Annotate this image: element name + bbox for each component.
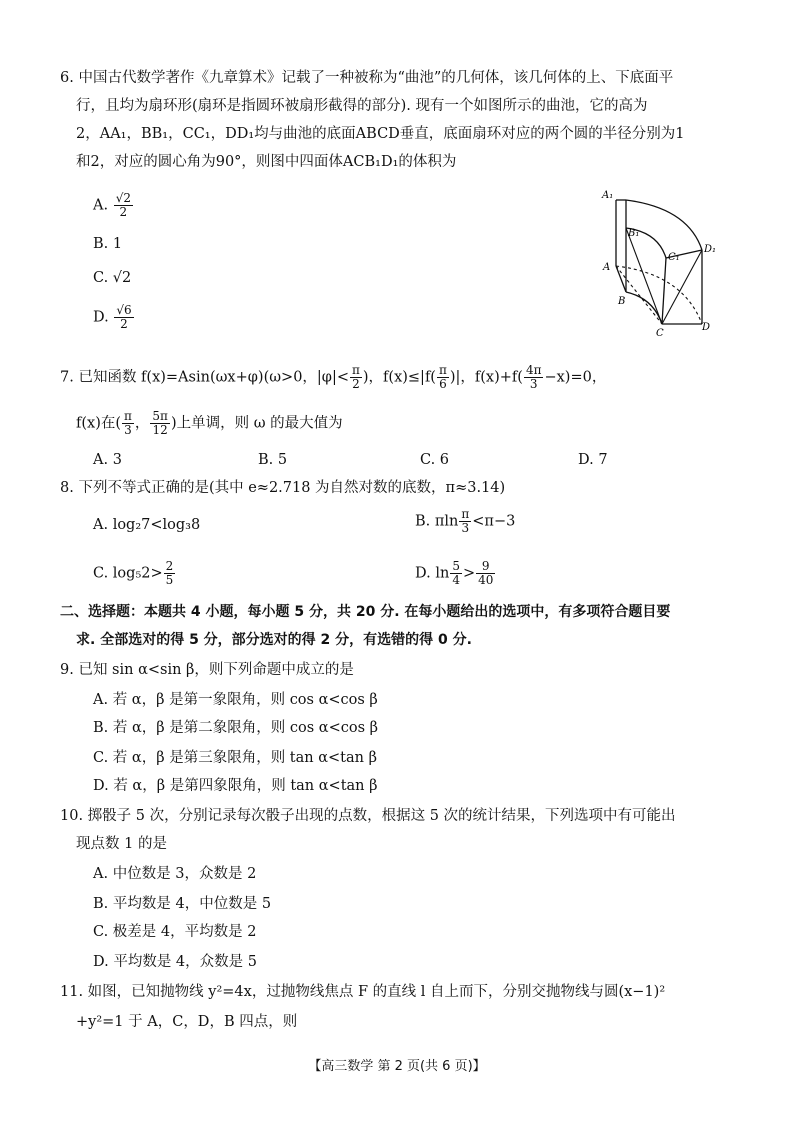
q7-option-a: A. 3: [93, 452, 122, 468]
q10-option-a: A. 中位数是 3，众数是 2: [93, 866, 257, 882]
label-d1: D₁: [704, 244, 717, 255]
q8-option-c: C. log₅2> $\frac{2}{5}$: [93, 559, 174, 587]
q8-option-d: D. ln $\frac{5}{4}$ > $\frac{9}{40}$: [415, 559, 494, 587]
q9-option-a: A. 若 α，β 是第一象限角，则 cos α<cos β: [93, 692, 378, 708]
q6-option-c: C. √2: [93, 270, 132, 286]
label-b: B: [618, 296, 626, 307]
q6-line-2: 行，且均为扇环形(扇环是指圆环被扇形截得的部分). 现有一个如图所示的曲池，它的高为: [76, 98, 648, 114]
q11-line-2: +y²=1 于 A，C，D，B 四点，则: [76, 1014, 298, 1030]
q11-line-1: 11. 如图，已知抛物线 y²=4x，过抛物线焦点 F 的直线 l 自上而下，分别交抛物线与圆(x−1)²: [60, 984, 666, 1000]
q6-line-4: 和2，对应的圆心角为90°，则图中四面体ACB₁D₁的体积为: [76, 154, 457, 170]
q8-option-b: B. πln $\frac{\pi}{3}$ <π−3: [415, 507, 516, 535]
label-a1: A₁: [602, 190, 614, 201]
section-2-heading-line-2: 求. 全部选对的得 5 分，部分选对的得 2 分，有选错的得 0 分.: [76, 632, 472, 648]
page-footer: 【高三数学 第 2 页(共 6 页)】: [308, 1059, 486, 1074]
q6-line-1: 6. 中国古代数学著作《九章算术》记载了一种被称为“曲池”的几何体，该几何体的上、下底面平: [60, 70, 674, 86]
label-c: C: [656, 328, 664, 338]
q7-option-d: D. 7: [578, 452, 608, 468]
q10-option-d: D. 平均数是 4，众数是 5: [93, 954, 257, 970]
label-b1: B₁: [628, 228, 640, 239]
label-a: A: [603, 262, 611, 273]
q7-option-b: B. 5: [258, 452, 288, 468]
q6-option-b: B. 1: [93, 236, 123, 252]
label-d: D: [702, 322, 711, 333]
q7-line-1: 7. 已知函数 f(x)=Asin(ωx+φ)(ω>0，|φ|< $\frac{\pi}{2}$ )，f(x)≤|f( $\frac{\pi}{6}$ )|，f(x)+f( $\frac{4\pi}{3}$ −x)=0，: [60, 363, 607, 391]
q8-option-a: A. log₂7<log₃8: [93, 517, 201, 533]
q8-line-1: 8. 下列不等式正确的是(其中 e≈2.718 为自然对数的底数，π≈3.14): [60, 480, 506, 496]
q9-line-1: 9. 已知 sin α<sin β，则下列命题中成立的是: [60, 662, 354, 678]
q7-option-c: C. 6: [420, 452, 450, 468]
curved-pool-figure: [598, 188, 718, 338]
q10-line-1: 10. 掷骰子 5 次，分别记录每次骰子出现的点数，根据这 5 次的统计结果，下列选项中有可能出: [60, 808, 676, 824]
q6-option-a: A. $\frac{√2}{2}$: [93, 191, 131, 219]
label-c1: C₁: [668, 252, 680, 263]
q9-option-d: D. 若 α，β 是第四象限角，则 tan α<tan β: [93, 778, 378, 794]
q9-option-b: B. 若 α，β 是第二象限角，则 cos α<cos β: [93, 720, 379, 736]
q10-option-c: C. 极差是 4，平均数是 2: [93, 924, 257, 940]
q10-option-b: B. 平均数是 4，中位数是 5: [93, 896, 272, 912]
q6-option-d: D. $\frac{√6}{2}$: [93, 303, 132, 331]
q10-line-2: 现点数 1 的是: [76, 836, 167, 852]
q7-line-2: f(x)在( $\frac{\pi}{3}$ ， $\frac{5\pi}{12}$ )上单调，则 ω 的最大值为: [76, 409, 343, 437]
section-2-heading-line-1: 二、选择题：本题共 4 小题，每小题 5 分，共 20 分. 在每小题给出的选项中，有多项符合题目要: [60, 604, 671, 620]
q9-option-c: C. 若 α，β 是第三象限角，则 tan α<tan β: [93, 750, 377, 766]
q6-line-3: 2，AA₁，BB₁，CC₁，DD₁均与曲池的底面ABCD垂直，底面扇环对应的两个圆的半径分别为1: [76, 126, 685, 142]
